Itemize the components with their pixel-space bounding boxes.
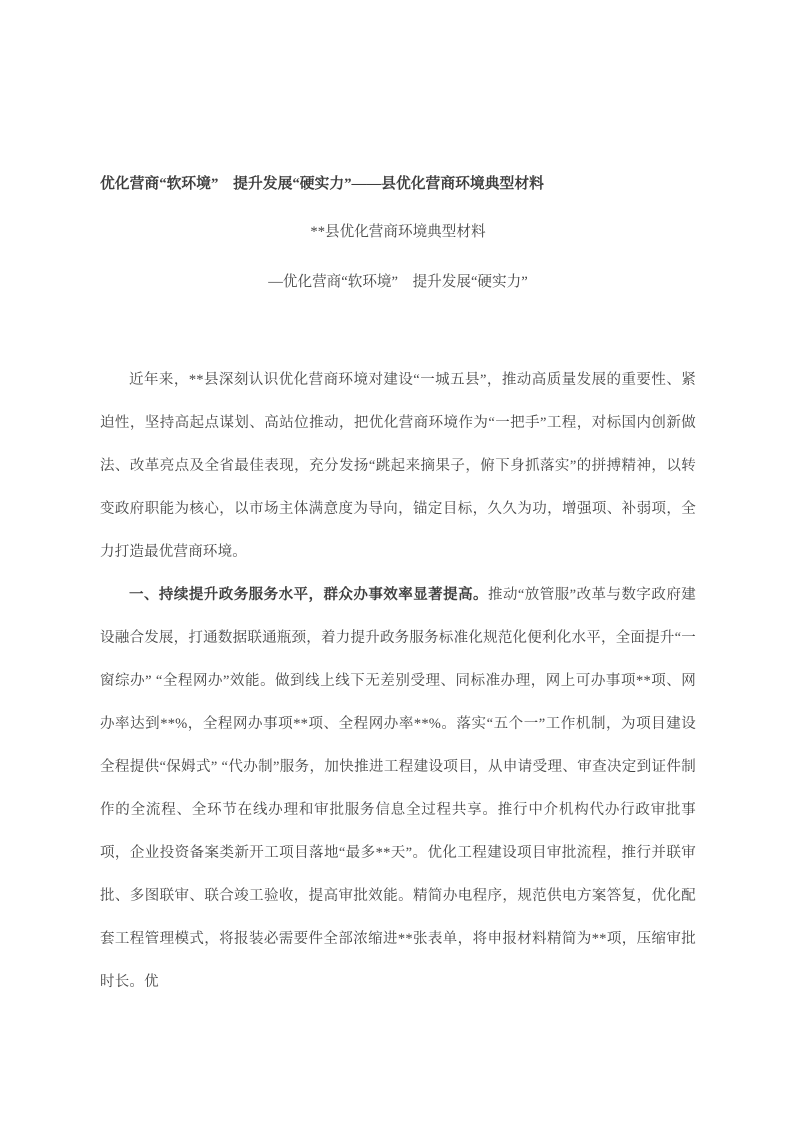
body-paragraph-2 — [100, 574, 696, 1004]
paragraph-2-text: 推动“放管服”改革与数字政府建设融合发展，打通数据联通瓶颈，着力提升政务服务标准化规范化便利化水平，全面提升“一窗综办” “全程网办”效能。做到线上线下无差别受理、同标准办理，网上可办事项**项、网办率达到**%，全程网办事项**项、全程网办率**%。落实“五个一”工作机制，为项目建设全程提供“保姆式” “代办制”服务，加快推进工程建设项目，从申请受理、审查决定到证件制作的全流程、全环节在线办理和审批服务信息全过程共享。推行中介机构代办行政审批事项，企业投资备案类新开工项目落地“最多**天”。优化工程建设项目审批流程，推行并联审批、多图联审、联合竣工验收，提高审批效能。精简办电程序，规范供电方案答复，优化配套工程管理模式，将报装必需要件全部浓缩进**张表单，将申报材料精简为**项，压缩审批时长。优 — [100, 587, 696, 990]
document-subtitle-slogan: —优化营商“软环境” 提升发展“硬实力” — [268, 274, 528, 290]
document-title: 优化营商“软环境” 提升发展“硬实力”——县优化营商环境典型材料 — [100, 176, 544, 192]
document-content — [100, 0, 696, 1004]
body-paragraph-1 — [100, 359, 696, 574]
paragraph-1-text: 近年来，**县深刻认识优化营商环境对建设“一城五县”，推动高质量发展的重要性、紧迫性，坚持高起点谋划、高站位推动，把优化营商环境作为“一把手”工程，对标国内创新做法、改革亮点及全省最佳表现，充分发扬“跳起来摘果子，俯下身抓落实”的拼搏精神，以转变政府职能为核心，以市场主体满意度为导向，锚定目标，久久为功，增强项、补弱项，全力打造最优营商环境。 — [100, 372, 696, 560]
paragraph-2-lead: 一、持续提升政务服务水平，群众办事效率显著提高。 — [129, 587, 488, 603]
document-subtitle-material: **县优化营商环境典型材料 — [310, 224, 486, 240]
